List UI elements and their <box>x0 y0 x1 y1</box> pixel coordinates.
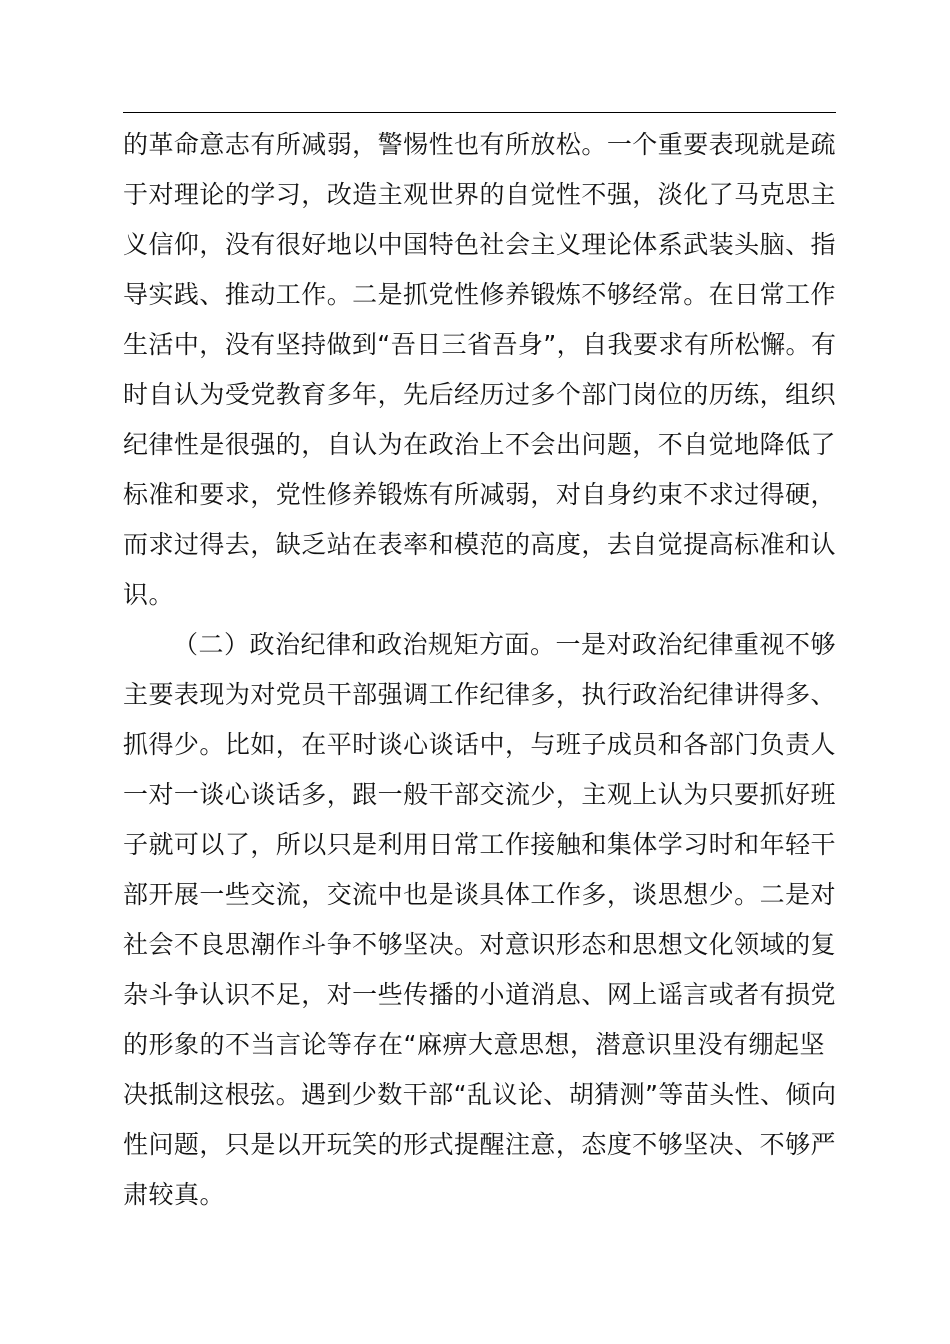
text-line: 的形象的不当言论等存在“麻痹大意思想，潜意识里没有绷起坚 <box>123 1030 825 1059</box>
text-line: 的革命意志有所减弱，警惕性也有所放松。一个重要表现就是疏 <box>123 130 837 159</box>
text-line: 抓得少。比如，在平时谈心谈话中，与班子成员和各部门负责人 <box>123 730 837 759</box>
text-line: 主要表现为对党员干部强调工作纪律多，执行政治纪律讲得多、 <box>123 680 837 709</box>
text-line: 纪律性是很强的，自认为在政治上不会出问题，不自觉地降低了 <box>123 430 837 459</box>
text-line: 识。 <box>123 580 175 609</box>
paragraph-heading-line: （二）政治纪律和政治规矩方面。一是对政治纪律重视不够 <box>173 630 837 659</box>
text-line: 于对理论的学习，改造主观世界的自觉性不强，淡化了马克思主 <box>123 180 837 209</box>
header-rule <box>123 112 836 113</box>
text-line: 社会不良思潮作斗争不够坚决。对意识形态和思想文化领域的复 <box>123 930 837 959</box>
text-line: 性问题，只是以开玩笑的形式提醒注意，态度不够坚决、不够严 <box>123 1130 837 1159</box>
text-line: 生活中，没有坚持做到“吾日三省吾身”，自我要求有所松懈。有 <box>123 330 837 359</box>
text-line: 义信仰，没有很好地以中国特色社会主义理论体系武装头脑、指 <box>123 230 837 259</box>
text-line: 导实践、推动工作。二是抓党性修养锻炼不够经常。在日常工作 <box>123 280 837 309</box>
text-line: 杂斗争认识不足，对一些传播的小道消息、网上谣言或者有损党 <box>123 980 837 1009</box>
text-line: 而求过得去，缺乏站在表率和模范的高度，去自觉提高标准和认 <box>123 530 837 559</box>
text-line: 标准和要求，党性修养锻炼有所减弱，对自身约束不求过得硬， <box>123 480 837 509</box>
text-line: 子就可以了，所以只是利用日常工作接触和集体学习时和年轻干 <box>123 830 837 859</box>
text-line: 决抵制这根弦。遇到少数干部“乱议论、胡猜测”等苗头性、倾向 <box>123 1080 837 1109</box>
text-line: 部开展一些交流，交流中也是谈具体工作多，谈思想少。二是对 <box>123 880 837 909</box>
text-line: 一对一谈心谈话多，跟一般干部交流少，主观上认为只要抓好班 <box>123 780 837 809</box>
text-line: 肃较真。 <box>123 1180 226 1209</box>
text-line: 时自认为受党教育多年，先后经历过多个部门岗位的历练，组织 <box>123 380 837 409</box>
